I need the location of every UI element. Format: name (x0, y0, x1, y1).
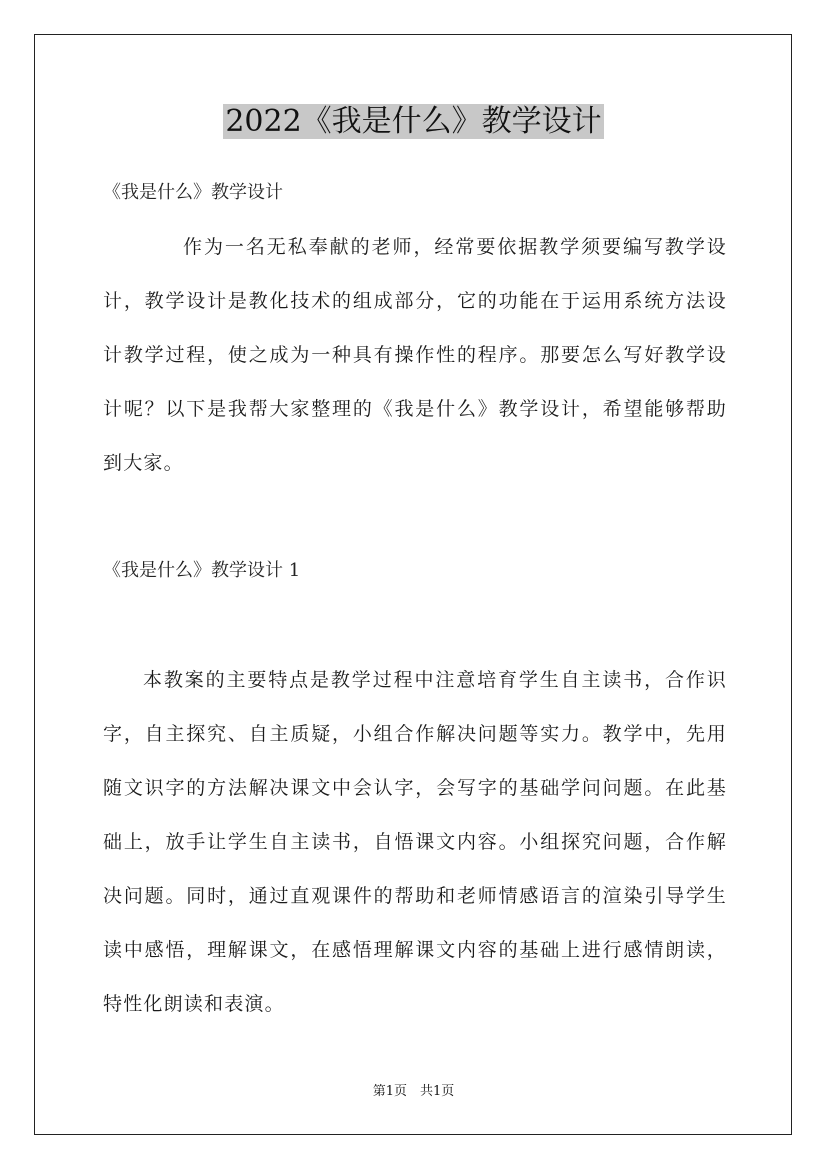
document-title-text: 2022《我是什么》教学设计 (225, 104, 602, 139)
intro-paragraph: 作为一名无私奉献的老师，经常要依据教学须要编写教学设计，教学设计是教化技术的组成部分，它的功能在于运用系统方法设计教学过程，使之成为一种具有操作性的程序。那要怎么写好教学设计呢？以下是我帮大家整理的《我是什么》教学设计，希望能够帮助到大家。 (103, 236, 727, 474)
document-title (0, 100, 827, 144)
section-paragraph: 本教案的主要特点是教学过程中注意培育学生自主读书，合作识字，自主探究、自主质疑，小组合作解决问题等实力。教学中，先用随文识字的方法解决课文中会认字，会写字的基础学问问题。在此基础上，放手让学生自主读书，自悟课文内容。小组探究问题，合作解决问题。同时，通过直观课件的帮助和老师情感语言的渲染引导学生读中感悟，理解课文，在感悟理解课文内容的基础上进行感情朗读，特性化朗读和表演。 (103, 669, 727, 1015)
page-footer: 第1页 共1页 (372, 1084, 455, 1099)
document-subtitle: 《我是什么》教学设计 (103, 182, 283, 203)
section-heading: 《我是什么》教学设计 1 (103, 560, 301, 581)
